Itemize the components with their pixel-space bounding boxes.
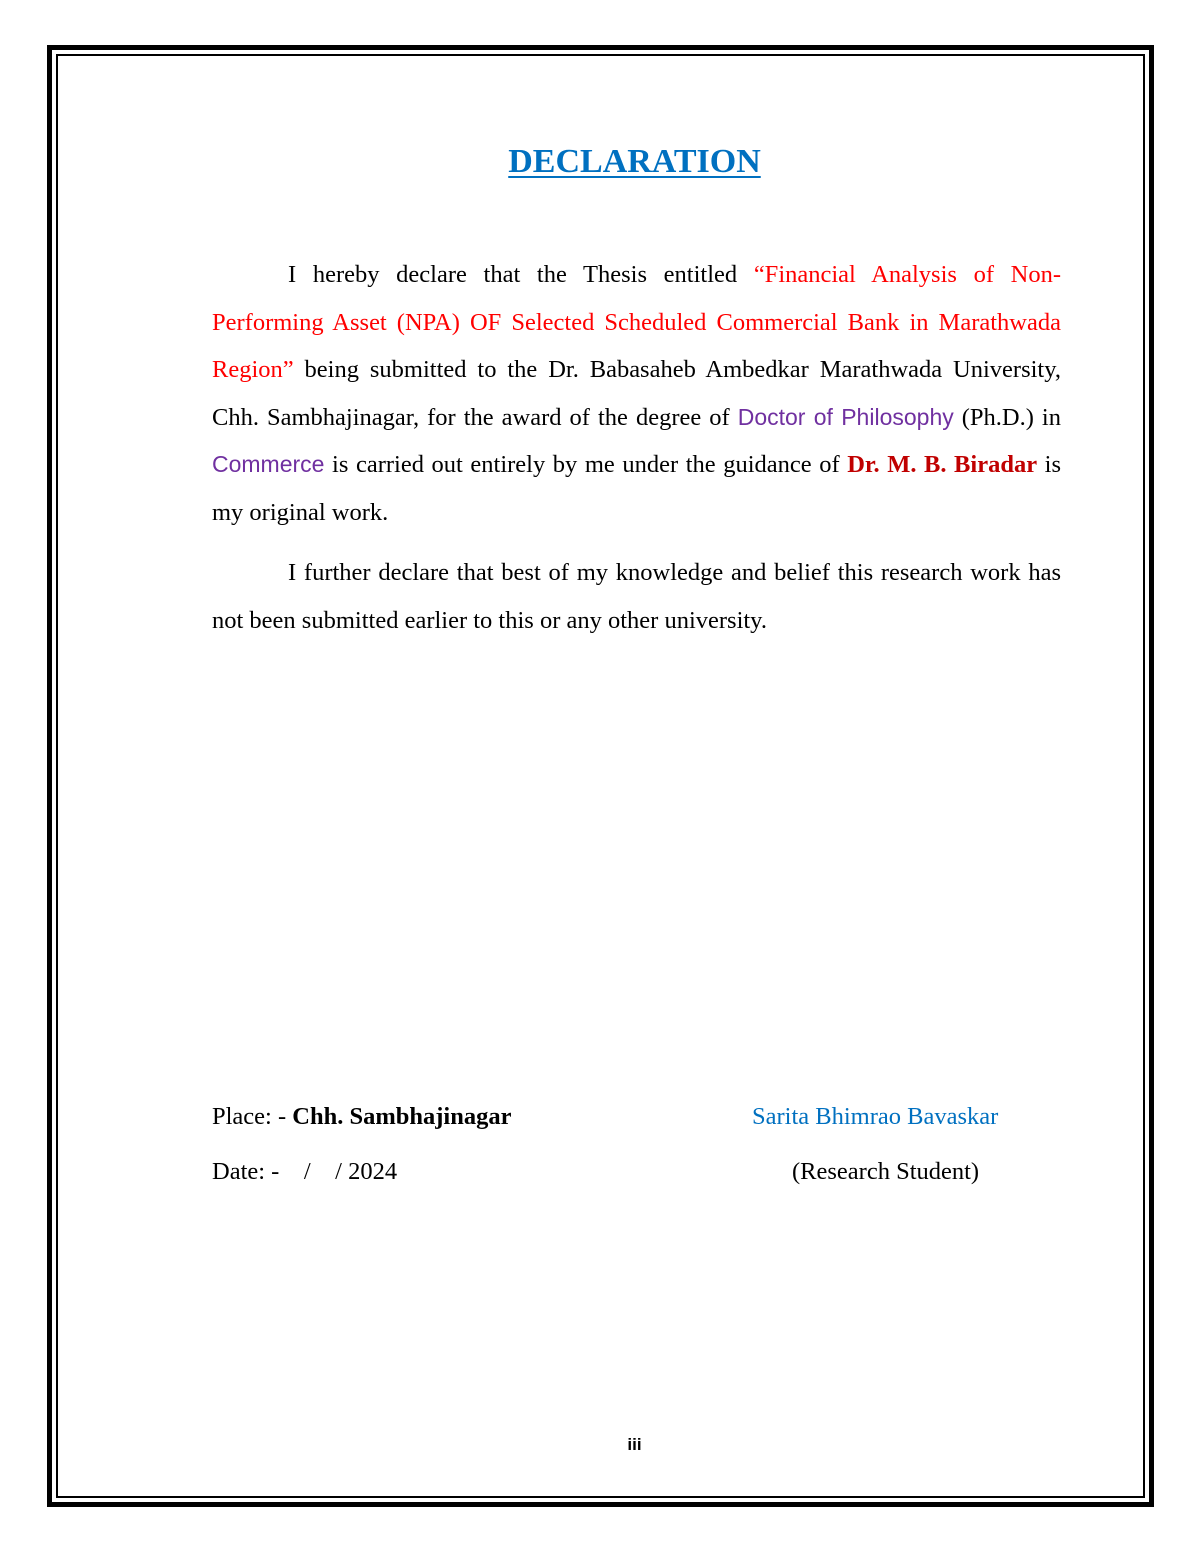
guide-name: Dr. M. B. Biradar	[847, 451, 1038, 478]
student-name: Sarita Bhimrao Bavaskar	[752, 1103, 999, 1130]
place-line	[212, 1102, 511, 1132]
closing-text: is my original work.	[212, 451, 1061, 526]
guidance-text: is carried out entirely by me under the guidance of	[324, 451, 848, 478]
declaration-paragraph-1	[212, 251, 1061, 536]
date-line: Date: - / / 2024	[212, 1158, 398, 1185]
subject-name: Commerce	[212, 451, 325, 477]
thesis-title: “Financial Analysis of Non-Performing Asset (NPA) OF Selected Scheduled Commercial Bank in Marathwada Region”	[212, 261, 1061, 383]
page-title: DECLARATION	[508, 143, 761, 180]
place-value: Chh. Sambhajinagar	[292, 1103, 512, 1130]
declaration-paragraph-2	[212, 549, 1061, 644]
student-role: (Research Student)	[792, 1158, 980, 1185]
intro-text: I hereby declare that the Thesis entitled	[288, 261, 754, 288]
place-label: Place: -	[212, 1103, 293, 1130]
degree-abbreviation: (Ph.D.) in	[953, 403, 1061, 431]
submission-text: being submitted to the Dr. Babasaheb Ambedkar Marathwada University, Chh. Sambhajinagar, for the award of the degree of	[212, 356, 1061, 431]
further-declaration-text: I further declare that best of my knowledge and belief this research work has not been submitted earlier to this or any other university.	[212, 559, 1061, 634]
page-number: iii	[627, 1435, 642, 1454]
degree-name: Doctor of Philosophy	[737, 403, 954, 430]
